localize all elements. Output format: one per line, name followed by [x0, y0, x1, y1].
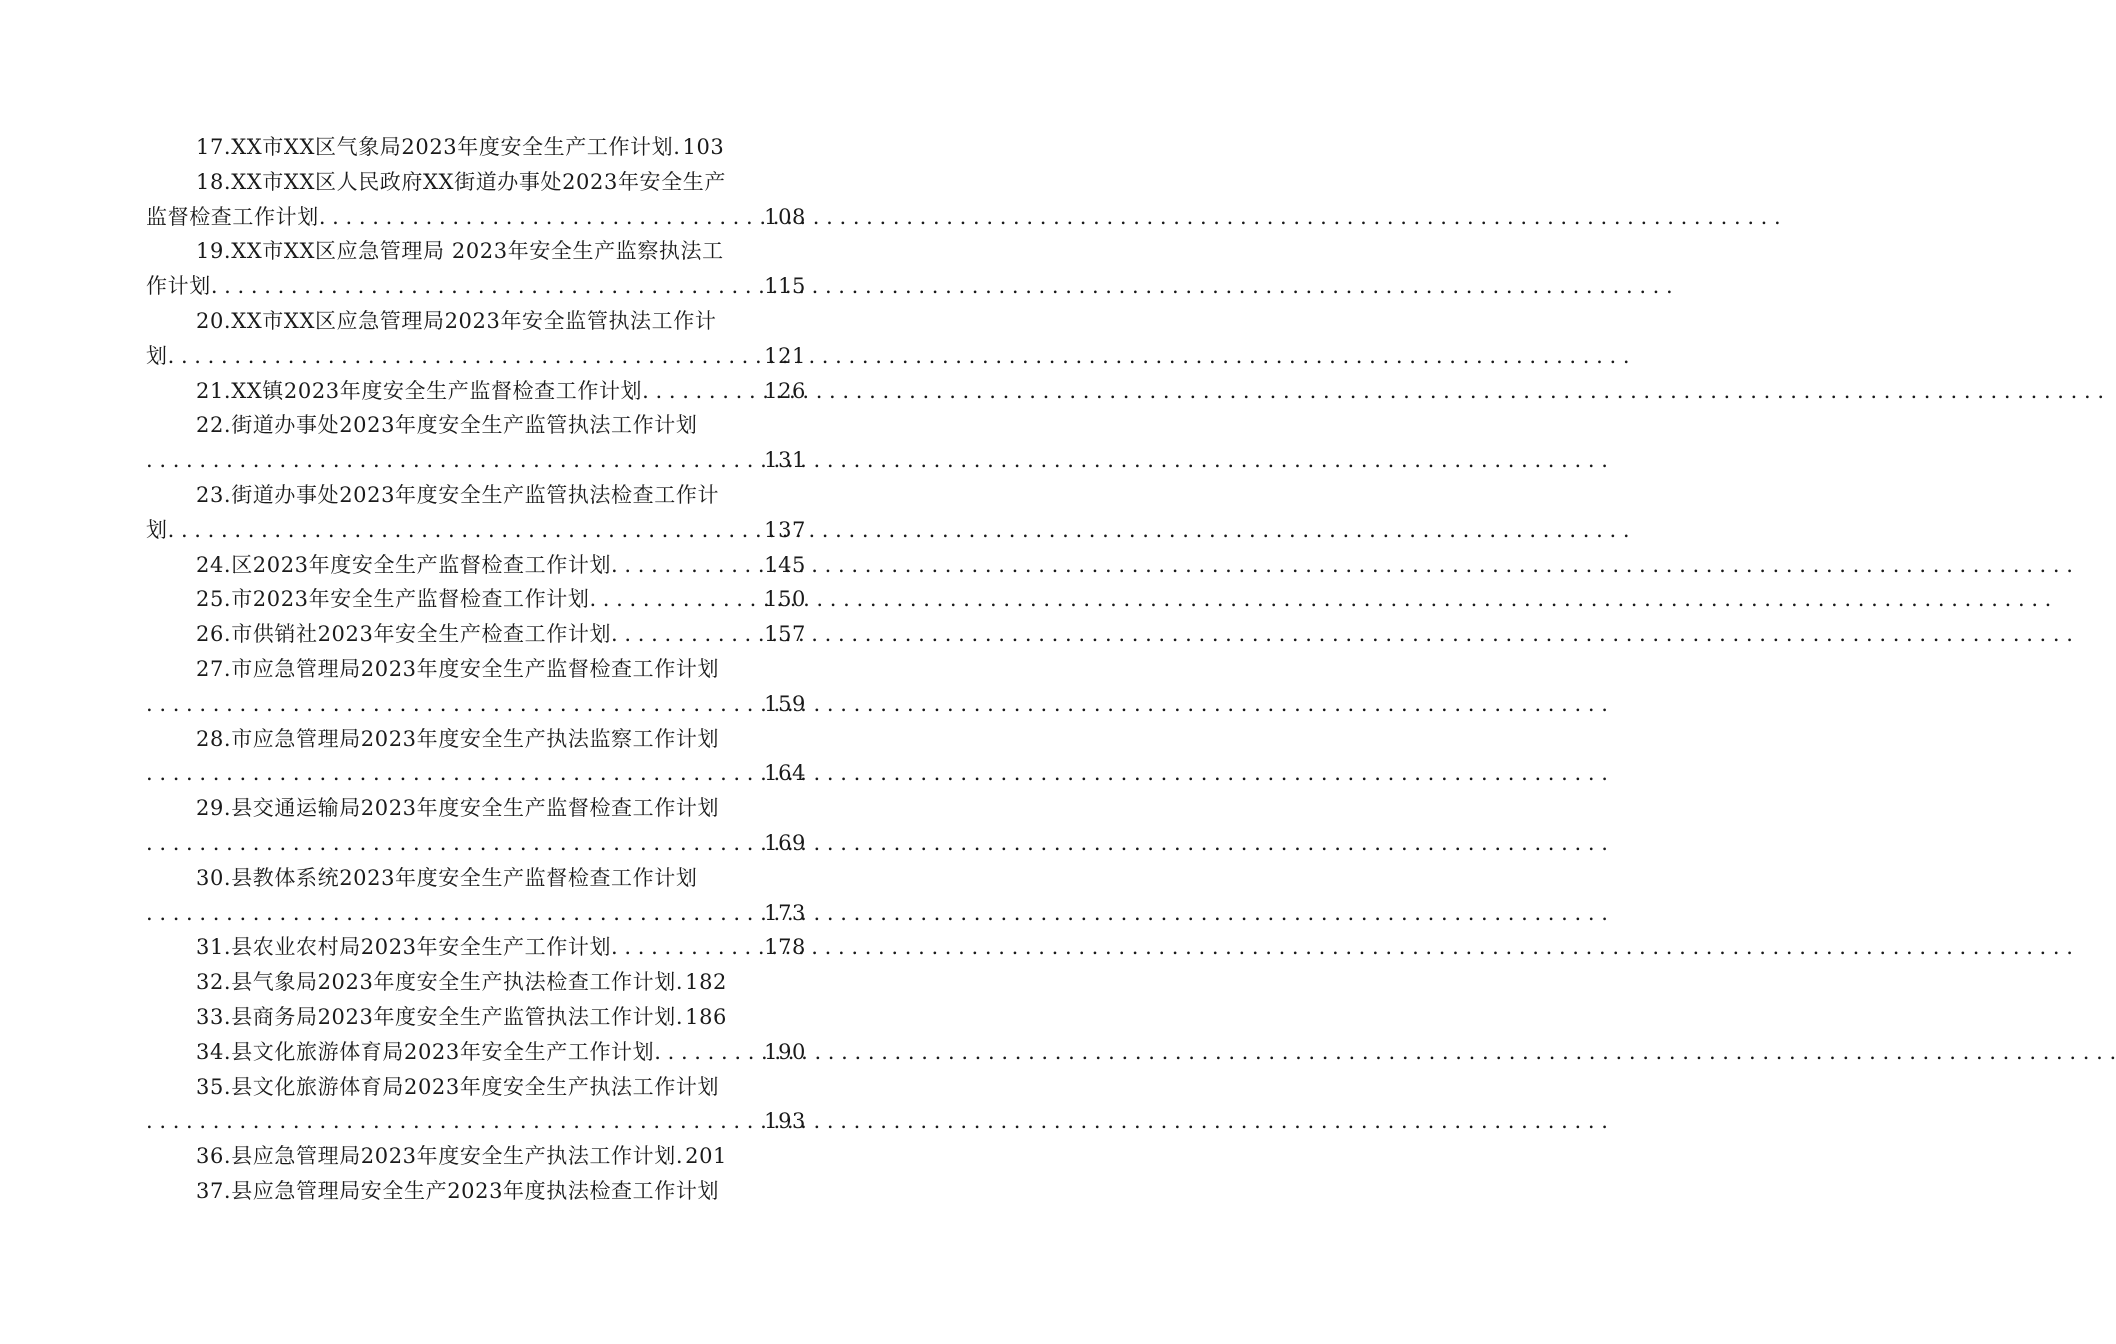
- toc-entry-text: 33.县商务局2023年度安全生产监管执法工作计划.: [196, 1004, 684, 1029]
- dot-leader: [611, 548, 762, 583]
- toc-entry-text: 19.XX市XX区应急管理局 2023年安全生产监察执法工: [196, 239, 724, 264]
- toc-page-number: 201: [685, 1144, 728, 1169]
- dot-leader: [654, 1035, 762, 1070]
- toc-entry[interactable]: [146, 722, 806, 792]
- toc-page-number: 173: [764, 900, 806, 925]
- toc-entry[interactable]: [146, 1035, 806, 1070]
- toc-entry[interactable]: [146, 930, 806, 965]
- toc-entry-text: 作计划: [146, 274, 211, 299]
- toc-entry[interactable]: [146, 408, 806, 478]
- toc-page-number: 186: [685, 1004, 728, 1029]
- toc-entry[interactable]: [146, 234, 806, 304]
- toc-entry-text: 监督检查工作计划: [146, 204, 319, 229]
- toc-entry[interactable]: [146, 582, 806, 617]
- toc-entry-continuation-line: [146, 826, 806, 861]
- toc-entry-text: 22.街道办事处2023年度安全生产监管执法工作计划: [196, 413, 698, 438]
- toc-entry-title-line: [146, 617, 806, 652]
- toc-entry-title-line: [146, 1070, 806, 1105]
- toc-entry-title-line: [146, 582, 806, 617]
- toc-entry-text: 划: [146, 343, 168, 368]
- toc-entry[interactable]: [146, 374, 806, 409]
- toc-entry-text: 21.XX镇2023年度安全生产监督检查工作计划: [196, 378, 643, 403]
- toc-entry-text: 27.市应急管理局2023年度安全生产监督检查工作计划: [196, 656, 720, 681]
- toc-entry-text: 37.县应急管理局安全生产2023年度执法检查工作计划: [196, 1178, 720, 1203]
- toc-entry-text: 17.XX市XX区气象局2023年度安全生产工作计划.: [196, 135, 681, 159]
- toc-entry-title-line: [146, 234, 806, 269]
- toc-entry-text: 32.县气象局2023年度安全生产执法检查工作计划.: [196, 970, 684, 995]
- dot-leader: [168, 339, 763, 374]
- toc-entry-continuation-line: [146, 896, 806, 931]
- toc-entry-title-line: [146, 652, 806, 687]
- toc-entry-continuation-line: [146, 1104, 806, 1139]
- dot-leader: [611, 930, 762, 965]
- toc-page-number: 145: [764, 552, 806, 577]
- toc-entry-title-line: [146, 722, 806, 757]
- toc-entry-continuation-line: [146, 687, 806, 722]
- toc-page-number: 150: [764, 587, 806, 612]
- dot-leader: [211, 269, 762, 304]
- dot-leader: [146, 1104, 762, 1139]
- toc-entry-continuation-line: [146, 756, 806, 791]
- toc-page-number: 193: [764, 1109, 806, 1134]
- toc-page-number: 115: [764, 274, 806, 299]
- toc-entry-title-line: [146, 165, 806, 200]
- toc-entry[interactable]: [146, 130, 806, 165]
- toc-entry-title-line: [146, 1000, 806, 1035]
- toc-entry[interactable]: [146, 165, 806, 235]
- toc-entry[interactable]: [146, 1139, 806, 1174]
- toc-entry-text: 35.县文化旅游体育局2023年度安全生产执法工作计划: [196, 1074, 720, 1099]
- toc-entry[interactable]: [146, 1070, 806, 1140]
- toc-entry-text: 28.市应急管理局2023年度安全生产执法监察工作计划: [196, 726, 720, 751]
- dot-leader: [146, 826, 762, 861]
- toc-entry[interactable]: [146, 478, 806, 548]
- toc-page-number: 169: [764, 830, 806, 855]
- toc-entry[interactable]: [146, 548, 806, 583]
- toc-entry-continuation-line: [146, 269, 806, 304]
- toc-entry-title-line: [146, 548, 806, 583]
- toc-entry-title-line: [146, 374, 806, 409]
- toc-page-number: 159: [764, 691, 806, 716]
- toc-entry-text: 23.街道办事处2023年度安全生产监管执法检查工作计: [196, 482, 720, 507]
- toc-entry[interactable]: [146, 1174, 806, 1209]
- toc-page-number: 164: [764, 761, 806, 786]
- toc-entry[interactable]: [146, 791, 806, 861]
- toc-entry-title-line: [146, 1174, 806, 1209]
- dot-leader: [319, 200, 762, 235]
- dot-leader: [146, 687, 762, 722]
- toc-entry-continuation-line: [146, 443, 806, 478]
- toc-entry-text: 36.县应急管理局2023年度安全生产执法工作计划.: [196, 1144, 684, 1169]
- toc-entry-continuation-line: [146, 339, 806, 374]
- toc-page-number: 182: [685, 970, 728, 995]
- toc-entry[interactable]: [146, 617, 806, 652]
- toc-entry-text: 18.XX市XX区人民政府XX街道办事处2023年安全生产: [196, 169, 726, 194]
- dot-leader: [642, 374, 762, 409]
- toc-page-number: 108: [764, 204, 806, 229]
- toc-page-number: 190: [764, 1039, 806, 1064]
- dot-leader: [146, 756, 762, 791]
- toc-page-number: 178: [764, 935, 806, 960]
- toc-entry-title-line: [146, 408, 806, 443]
- toc-entry-title-line: [146, 791, 806, 826]
- toc-entry-text: 29.县交通运输局2023年度安全生产监督检查工作计划: [196, 796, 720, 821]
- toc-entry[interactable]: [146, 304, 806, 374]
- toc-entry[interactable]: [146, 652, 806, 722]
- toc-page-number: 121: [764, 343, 806, 368]
- toc-entry-title-line: [146, 965, 806, 1000]
- toc-entry-text: 25.市2023年安全生产监督检查工作计划: [196, 587, 590, 612]
- table-of-contents: [146, 130, 806, 1209]
- toc-entry-title-line: [146, 1139, 806, 1174]
- toc-entry-continuation-line: [146, 200, 806, 235]
- toc-entry-title-line: [146, 130, 806, 165]
- dot-leader: [168, 513, 763, 548]
- dot-leader: [146, 443, 762, 478]
- toc-entry[interactable]: [146, 1000, 806, 1035]
- toc-entry-title-line: [146, 304, 806, 339]
- toc-entry-text: 30.县教体系统2023年度安全生产监督检查工作计划: [196, 865, 698, 890]
- toc-entry-text: 划: [146, 517, 168, 542]
- toc-entry[interactable]: [146, 861, 806, 931]
- toc-page-number: 126: [764, 378, 806, 403]
- dot-leader: [611, 617, 762, 652]
- toc-entry-title-line: [146, 861, 806, 896]
- toc-entry-text: 31.县农业农村局2023年安全生产工作计划: [196, 935, 612, 960]
- toc-entry-text: 20.XX市XX区应急管理局2023年安全监管执法工作计: [196, 308, 717, 333]
- toc-entry-title-line: [146, 930, 806, 965]
- toc-page-number: 157: [764, 622, 806, 647]
- toc-page-number: 103: [682, 135, 725, 159]
- toc-entry-continuation-line: [146, 513, 806, 548]
- toc-entry-title-line: [146, 478, 806, 513]
- toc-entry-text: 24.区2023年度安全生产监督检查工作计划: [196, 552, 612, 577]
- toc-entry-text: 34.县文化旅游体育局2023年安全生产工作计划: [196, 1039, 655, 1064]
- toc-entry[interactable]: [146, 965, 806, 1000]
- toc-page-number: 131: [764, 448, 806, 473]
- toc-page-number: 137: [764, 517, 806, 542]
- dot-leader: [589, 582, 762, 617]
- toc-entry-title-line: [146, 1035, 806, 1070]
- toc-entry-text: 26.市供销社2023年安全生产检查工作计划: [196, 622, 612, 647]
- dot-leader: [146, 896, 762, 931]
